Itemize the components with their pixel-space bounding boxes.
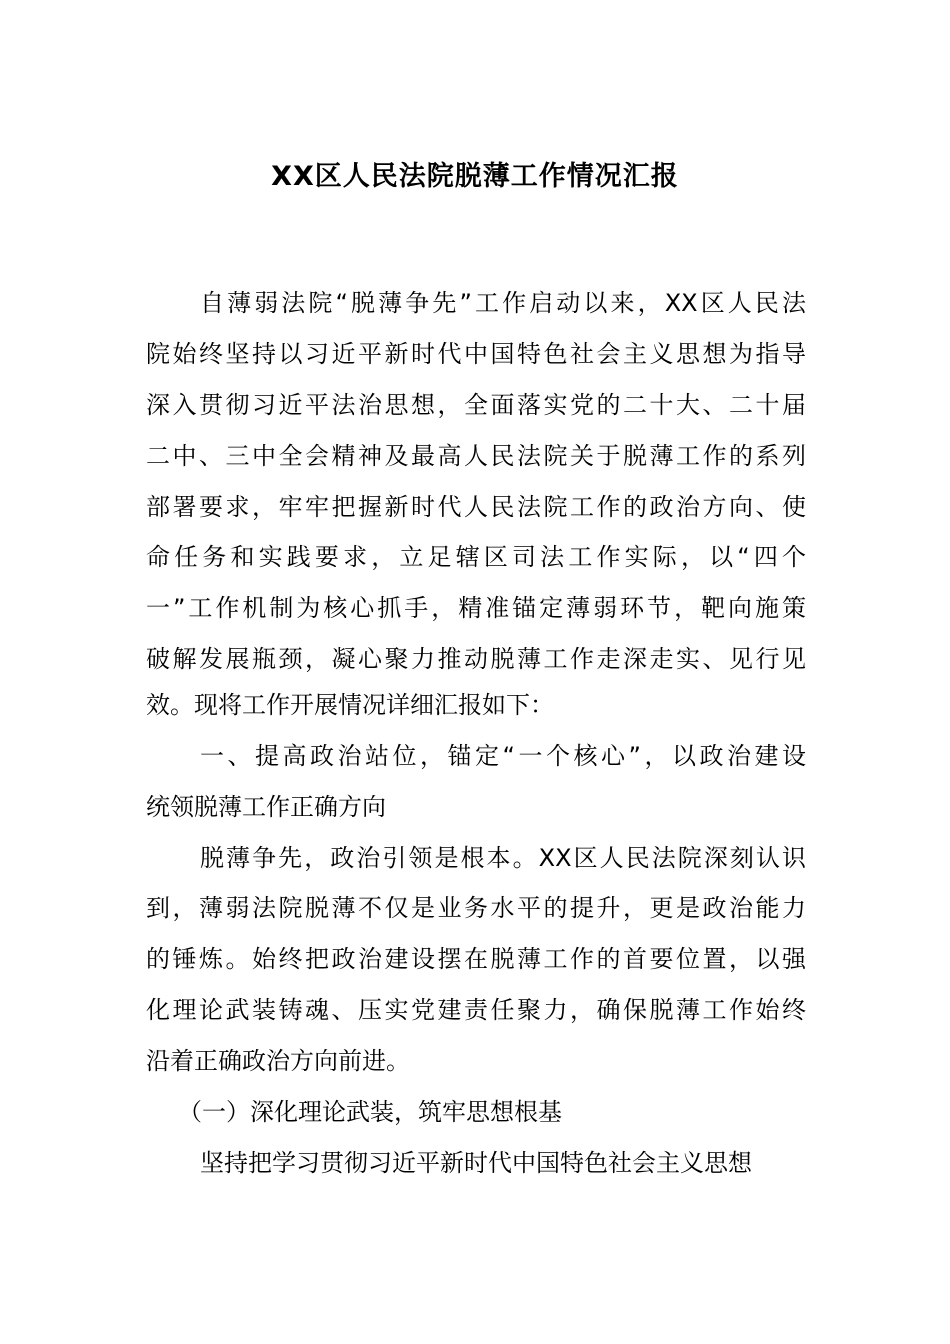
paragraph-3-line-1: 脱薄争先，政治引领是根本。XX区人民法院深刻认识 bbox=[200, 844, 806, 872]
subsection-1-heading: （一）深化理论武装，筑牢思想根基 bbox=[178, 1098, 562, 1126]
section-1-heading-line-2: 统领脱薄工作正确方向 bbox=[146, 793, 386, 821]
paragraph-1-line-1: 自薄弱法院“脱薄争先”工作启动以来，XX区人民法 bbox=[200, 289, 806, 317]
paragraph-5-line-1: 坚持把学习贯彻习近平新时代中国特色社会主义思想 bbox=[200, 1149, 752, 1177]
paragraph-1-line-9: 效。现将工作开展情况详细汇报如下： bbox=[146, 691, 554, 719]
paragraph-3-line-5: 沿着正确政治方向前进。 bbox=[146, 1047, 410, 1075]
paragraph-1-line-5: 部署要求，牢牢把握新时代人民法院工作的政治方向、使 bbox=[146, 493, 806, 521]
paragraph-1-line-4: 二中、三中全会精神及最高人民法院关于脱薄工作的系列 bbox=[146, 442, 806, 470]
paragraph-1-line-6: 命任务和实践要求，立足辖区司法工作实际，以“四个 bbox=[146, 543, 806, 571]
document-title: XX区人民法院脱薄工作情况汇报 bbox=[271, 161, 679, 192]
section-1-heading-line-1: 一、提高政治站位，锚定“一个核心”，以政治建设 bbox=[200, 742, 806, 770]
paragraph-1-line-2: 院始终坚持以习近平新时代中国特色社会主义思想为指导 bbox=[146, 340, 806, 368]
paragraph-1-line-7: 一”工作机制为核心抓手，精准锚定薄弱环节，靶向施策 bbox=[146, 594, 806, 622]
paragraph-3-line-4: 化理论武装铸魂、压实党建责任聚力，确保脱薄工作始终 bbox=[146, 996, 806, 1024]
paragraph-3-line-2: 到，薄弱法院脱薄不仅是业务水平的提升，更是政治能力 bbox=[146, 894, 806, 922]
paragraph-3-line-3: 的锤炼。始终把政治建设摆在脱薄工作的首要位置，以强 bbox=[146, 945, 806, 973]
paragraph-1-line-8: 破解发展瓶颈，凝心聚力推动脱薄工作走深走实、见行见 bbox=[146, 645, 806, 673]
paragraph-1-line-3: 深入贯彻习近平法治思想，全面落实党的二十大、二十届 bbox=[146, 391, 806, 419]
